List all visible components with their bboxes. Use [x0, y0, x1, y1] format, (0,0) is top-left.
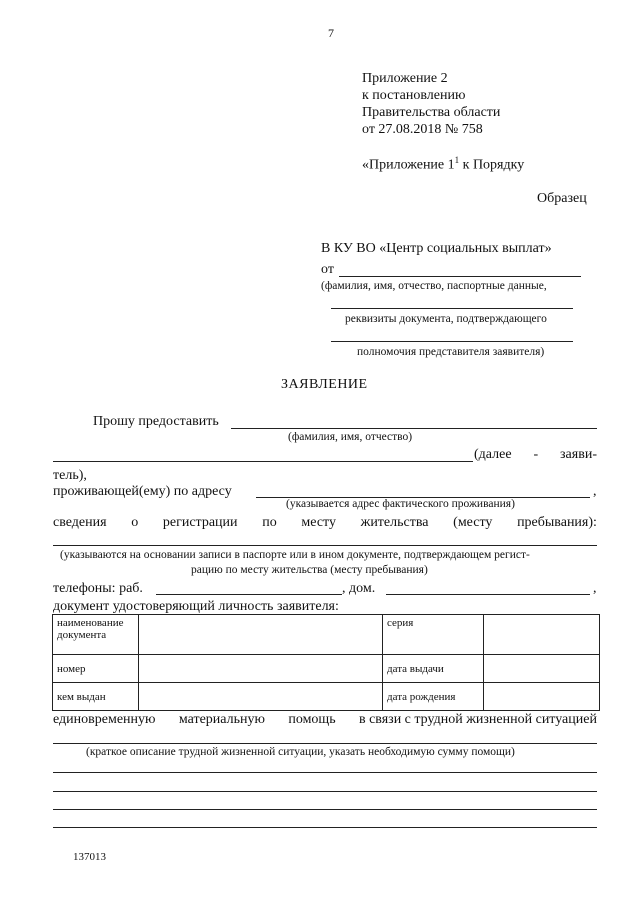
registration-word: по — [262, 515, 277, 530]
page-number: 7 — [328, 26, 334, 40]
aid-word: единовременную — [53, 712, 156, 727]
registration-word: сведения — [53, 515, 107, 530]
registration-caption-2: рацию по месту жительства (месту пребывания) — [191, 564, 428, 576]
appendix-reference — [362, 155, 524, 174]
registration-word: (месту — [453, 515, 493, 530]
issued-by-label: кем выдан — [53, 683, 139, 711]
document-title: ЗАЯВЛЕНИЕ — [281, 377, 368, 392]
situation-line-3[interactable] — [53, 791, 597, 792]
appendix-line: от 27.08.2018 № 758 — [362, 122, 483, 137]
registration-word: месту — [301, 515, 336, 530]
addressee-line-2[interactable] — [331, 308, 573, 309]
request-label: Прошу предоставить — [93, 414, 219, 429]
series-label: серия — [383, 615, 484, 655]
appendix-line: к постановлению — [362, 88, 466, 103]
registration-word: регистрации — [162, 515, 238, 530]
id-document-label: документ удостоверяющий личность заявителя: — [53, 599, 339, 614]
situation-caption: (краткое описание трудной жизненной ситуации, указать необходимую сумму помощи) — [86, 746, 515, 758]
registration-caption-1: (указываются на основании записи в паспорте или в ином документе, подтверждающем регист- — [60, 549, 530, 561]
phones-label: телефоны: раб. — [53, 581, 143, 596]
further-label — [474, 447, 597, 463]
aid-word: в связи с трудной жизненной ситуацией — [358, 712, 597, 727]
addressee-line-3[interactable] — [331, 341, 573, 342]
series-cell[interactable] — [484, 615, 600, 655]
situation-line-1[interactable] — [53, 743, 597, 744]
sample-label: Образец — [537, 191, 587, 206]
fio-caption: (фамилия, имя, отчество) — [288, 431, 413, 443]
aid-line — [53, 712, 597, 728]
registration-word: жительства — [360, 515, 429, 530]
fio-line[interactable] — [231, 428, 597, 429]
addressee-from-label: от — [321, 262, 334, 277]
registration-word: пребывания): — [517, 515, 597, 530]
further-word: - — [533, 447, 539, 462]
further-word: заяви- — [560, 447, 597, 462]
id-document-table — [52, 614, 600, 711]
addressee-caption-2: реквизиты документа, подтверждающего — [345, 313, 547, 325]
table-row — [53, 683, 600, 711]
addressee-to: В КУ ВО «Центр социальных выплат» — [321, 241, 552, 256]
doc-name-cell[interactable] — [139, 615, 383, 655]
work-phone-line[interactable] — [156, 594, 342, 595]
home-phone-line[interactable] — [386, 594, 590, 595]
registration-line — [53, 515, 597, 531]
birth-date-label: дата рождения — [383, 683, 484, 711]
appendix-ref-text: «Приложение 1 — [362, 157, 455, 173]
appendix-line: Приложение 2 — [362, 71, 448, 86]
appendix-block — [362, 70, 500, 138]
appendix-line: Правительства области — [362, 105, 501, 120]
residing-label: проживающей(ему) по адресу — [53, 484, 232, 499]
addressee-from-line[interactable] — [339, 276, 581, 277]
issued-by-cell[interactable] — [139, 683, 383, 711]
table-row — [53, 615, 600, 655]
addressee-caption-3: полномочия представителя заявителя) — [357, 346, 545, 358]
issue-date-label: дата выдачи — [383, 655, 484, 683]
fio-line-2[interactable] — [53, 461, 473, 462]
aid-word: материальную — [178, 712, 265, 727]
situation-line-5[interactable] — [53, 827, 597, 828]
situation-line-2[interactable] — [53, 772, 597, 773]
address-comma: , — [593, 484, 597, 499]
aid-word: помощь — [288, 712, 336, 727]
applicant-end: тель), — [53, 468, 87, 483]
number-cell[interactable] — [139, 655, 383, 683]
situation-line-4[interactable] — [53, 809, 597, 810]
birth-date-cell[interactable] — [484, 683, 600, 711]
addressee-caption-1: (фамилия, имя, отчество, паспортные данные, — [321, 280, 547, 292]
issue-date-cell[interactable] — [484, 655, 600, 683]
appendix-ref-sup: 1 — [454, 155, 460, 165]
home-phone-label: , дом. — [342, 581, 376, 596]
number-label: номер — [53, 655, 139, 683]
further-word: (далее — [474, 447, 512, 462]
address-caption: (указывается адрес фактического проживания) — [286, 498, 515, 510]
phones-comma: , — [593, 581, 597, 596]
registration-word: о — [131, 515, 139, 530]
doc-name-label: наименование документа — [53, 615, 139, 655]
appendix-ref-tail: к Порядку — [459, 157, 525, 173]
table-row — [53, 655, 600, 683]
registration-field-line[interactable] — [53, 545, 597, 546]
footer-code: 137013 — [73, 851, 106, 863]
